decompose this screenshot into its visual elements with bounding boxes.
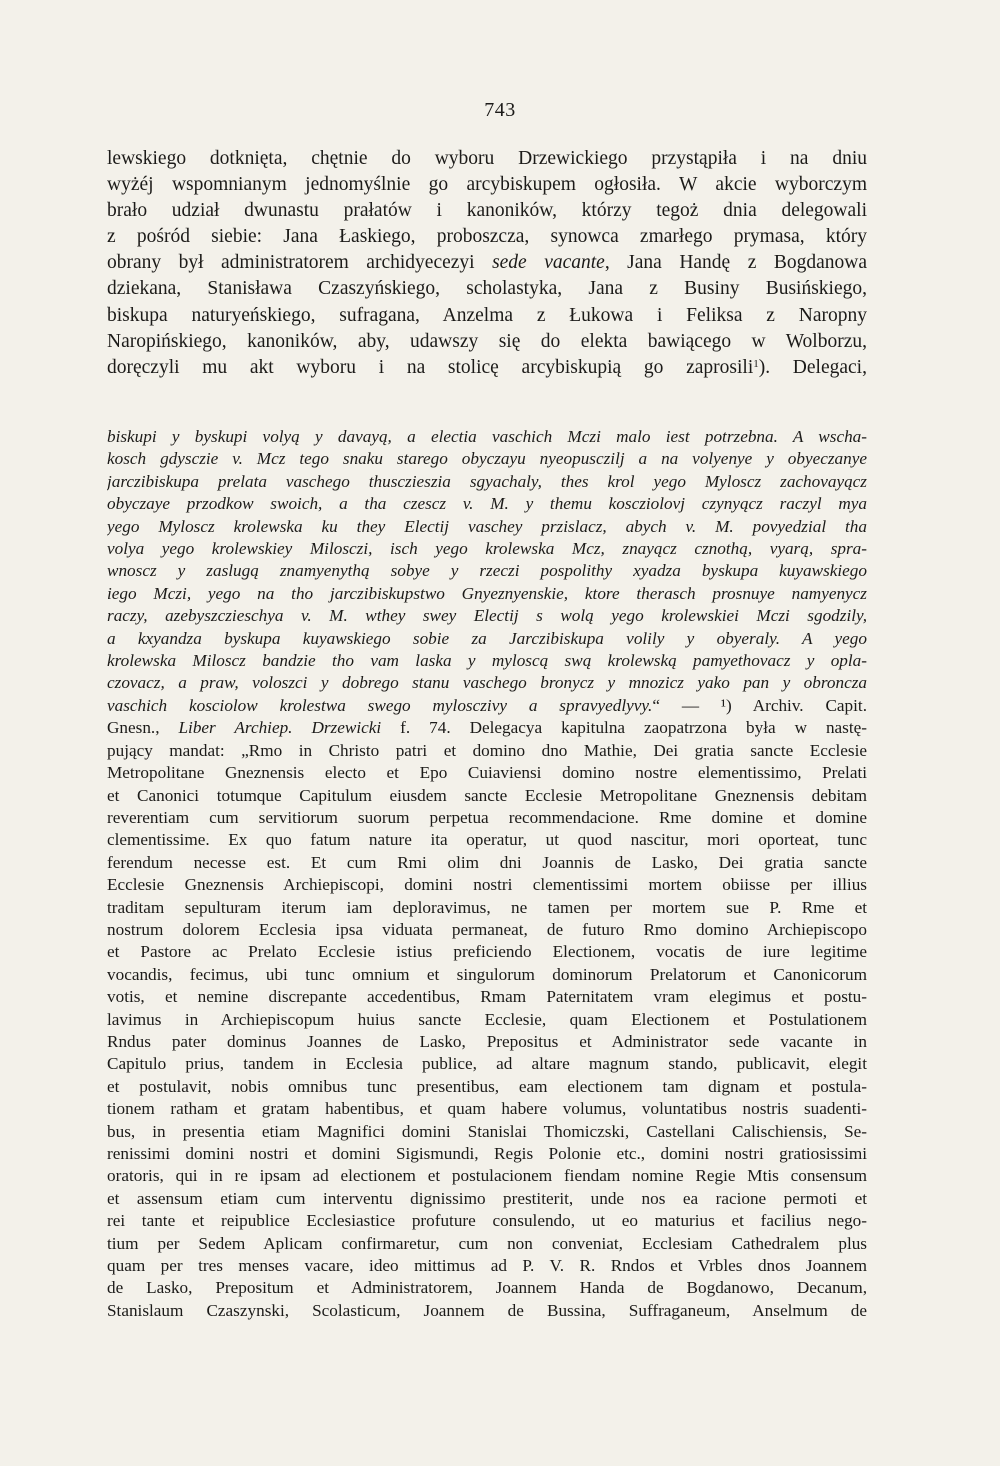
italic-phrase: vaschich kosciolow krolestwa swego mylosczivy a spravyedlyvy. xyxy=(107,695,653,715)
text-line xyxy=(107,355,867,381)
footnote-line: tium per Sedem Aplicam confirmaretur, cum non conveniat, Ecclesiam Cathedralem plus xyxy=(107,1233,867,1253)
page-number: 743 xyxy=(484,99,516,121)
footnote-line: de Lasko, Prepositum et Administratorem, Joannem Handa de Bogdanowo, Decanum, xyxy=(107,1278,867,1298)
footnote-line: obyczaye przodkow swoich, a tha czescz v. M. y themu koscziolovj czynyącz raczyl mya xyxy=(107,494,867,514)
footnote-line: reverentiam cum servitiorum suorum perpetua recommendacione. Rme domine et domine xyxy=(107,807,867,827)
text-line: z pośród siebie: Jana Łaskiego, proboszcza, synowca zmarłego prymasa, który xyxy=(107,226,867,248)
main-text xyxy=(107,146,867,381)
footnote-line: krolewska Miloscz bandzie tho vam laska y myloscą swą krolewską pamyethovacz y opla- xyxy=(107,651,867,671)
footnote-line: et postulavit, nobis omnibus tunc presentibus, eam electionem tam dignam et postula- xyxy=(107,1076,867,1096)
footnote-line: et Canonici totumque Capitulum eiusdem sancte Ecclesie Metropolitane Gneznensis debitam xyxy=(107,785,867,805)
footnote-line: Stanislaum Czaszynski, Scolasticum, Joannem de Bussina, Suffraganeum, Anselmum de xyxy=(107,1300,867,1320)
text-segment: Gnesn., xyxy=(107,718,179,738)
text-segment: ). Delegaci, xyxy=(758,356,867,378)
footnote-line: yego Myloscz krolewska ku they Electij vaschey przislacz, abych v. M. povyedzial tha xyxy=(107,516,867,536)
text-line: Naropińskiego, kanoników, aby, udawszy się do elekta bawiącego w Wolborzu, xyxy=(107,330,867,352)
footnote-line: Metropolitane Gneznensis electo et Epo Cuiaviensi domino nostre elementissimo, Prelati xyxy=(107,763,867,783)
footnote-line: renissimi domini nostri et domini Sigismundi, Regis Polonie etc., domini nostri gratiosissimi xyxy=(107,1144,867,1163)
footnote-line: rei tante et reipublice Ecclesiastice profuture consulendo, ut eo maturius et facilius nego- xyxy=(107,1211,867,1231)
text-line: lewskiego dotknięta, chętnie do wyboru Drzewickiego przystąpiła i na dniu xyxy=(107,148,867,169)
footnote-marker: 1 xyxy=(753,357,759,370)
footnote-line: et Pastore ac Prelato Ecclesie istius preficiendo Electionem, vocatis de iure legitime xyxy=(107,942,867,962)
footnote-line: votis, et nemine discrepante accedentibus, Rmam Paternitatem vram elegimus et postu- xyxy=(107,987,867,1007)
footnote-line: iego Mczi, yego na tho jarczibiskupstwo Gnyeznyenskie, ktore therasch prosnuye namyenycz xyxy=(107,583,867,603)
text-segment: doręczyli mu akt wyboru i na stolicę arcybiskupią go zaprosili xyxy=(107,356,754,378)
text-segment: , Jana Handę z Bogdanowa xyxy=(604,252,867,274)
footnote-line: wnoscz y zaslugą znamyenythą sobye y rzeczi pospolithy xyadza byskupa kuyawskiego xyxy=(107,561,867,581)
text-segment: obrany był administratorem archidyecezyi xyxy=(107,252,493,274)
footnote-line: oratoris, qui in re ipsam ad electionem et postulacionem fiendam nomine Regie Mtis consensum xyxy=(107,1166,867,1186)
footnote-line xyxy=(107,717,867,739)
footnote-line: Rndus pater dominus Joannes de Lasko, Prepositus et Administrator sede vacante in xyxy=(107,1031,867,1051)
footnote-line: traditam sepulturam iterum iam deploravimus, ne tamen per mortem sue P. Rme et xyxy=(107,897,867,917)
footnote-line: jarczibiskupa prelata vaschego thusczieszia sgyachaly, thes krol yego Myloscz zachovayącz xyxy=(107,471,867,491)
text-line: biskupa naturyeńskiego, sufragana, Anzelma z Łukowa i Feliksa z Naropny xyxy=(107,304,867,326)
footnote-line: ferendum necesse est. Et cum Rmi olim dni Joannis de Lasko, Dei gratia sancte xyxy=(107,852,867,872)
footnote-line: bus, in presentia etiam Magnifici domini Stanislai Thomiczski, Castellani Calischiensis, Se- xyxy=(107,1121,867,1141)
text-segment: f. 74. Delegacya kapitulna zaopatrzona była w nastę- xyxy=(381,718,867,738)
text-segment: “ — ¹) Archiv. Capit. xyxy=(652,695,867,715)
footnote-line: raczy, azebyszczieschya v. M. wthey swey Electij s wolą yego krolewskiei Mczi sgodzily, xyxy=(107,606,867,626)
text-line: wyżéj wspomnianym jednomyślnie go arcybiskupem ogłosiła. W akcie wyborczym xyxy=(107,174,867,196)
footnote-line xyxy=(107,695,867,717)
footnote-line: et assensum etiam cum interventu dignissimo prestiterit, unde nos ea racione permoti et xyxy=(107,1188,867,1208)
footnote-line: a kxyandza byskupa kuyawskiego sobie za Jarczibiskupa volily y obyeraly. A yego xyxy=(107,628,867,648)
footnote-line: tionem ratham et gratam habentibus, et quam habere volumus, voluntatibus nostris suadenti- xyxy=(107,1099,867,1119)
footnote-line: pujący mandat: „Rmo in Christo patri et domino dno Mathie, Dei gratia sancte Ecclesie xyxy=(107,740,867,760)
footnote-line: quam per tres menses vacare, ideo mittimus ad P. V. R. Rndos et Vrbles dnos Joannem xyxy=(107,1256,867,1276)
footnote-line: biskupi y byskupi volyą y davayą, a electia vaschich Mczi malo iest potrzebna. A wscha- xyxy=(107,427,867,446)
footnote-line: Ecclesie Gneznensis Archiepiscopi, domini nostri clementissimi mortem obiisse per illius xyxy=(107,875,867,895)
italic-phrase: Liber Archiep. Drzewicki xyxy=(178,718,382,738)
italic-phrase: sede vacante xyxy=(492,252,605,274)
footnote-line: clementissime. Ex quo fatum nature ita operatur, ut quod nascitur, mori oporteat, tunc xyxy=(107,830,867,850)
text-line: brało udział dwunastu prałatów i kanoników, którzy tegoż dnia delegowali xyxy=(107,200,867,222)
footnote-block xyxy=(107,426,867,1322)
footnote-line: nostrum dolorem Ecclesia ipsa viduata permaneat, de futuro Rmo domino Archiepiscopo xyxy=(107,919,867,939)
footnote-line: vocandis, fecimus, ubi tunc omnium et singulorum dominorum Prelatorum et Canonicorum xyxy=(107,964,867,984)
footnote-line: lavimus in Archiepiscopum huius sancte Ecclesie, quam Electionem et Postulationem xyxy=(107,1009,867,1029)
text-line: dziekana, Stanisława Czaszyńskiego, scholastyka, Jana z Businy Busińskiego, xyxy=(107,278,867,300)
footnote-line: czovacz, a praw, voloszci y dobrego stanu vaschego bronycz y mnozicz yako pan y obroncza xyxy=(107,673,867,693)
footnote-line: kosch gdysczie v. Mcz tego snaku starego obyczayu nyeopusczilj a na volyenye y obyeczanye xyxy=(107,449,867,469)
footnote-line: Capitulo prius, tandem in Ecclesia publice, ad altare magnum stando, publicavit, elegit xyxy=(107,1054,867,1074)
text-line xyxy=(107,250,867,276)
footnote-line: volya yego krolewskiey Milosczi, isch yego krolewska Mcz, znayącz cznothą, vyarą, spra- xyxy=(107,539,867,559)
